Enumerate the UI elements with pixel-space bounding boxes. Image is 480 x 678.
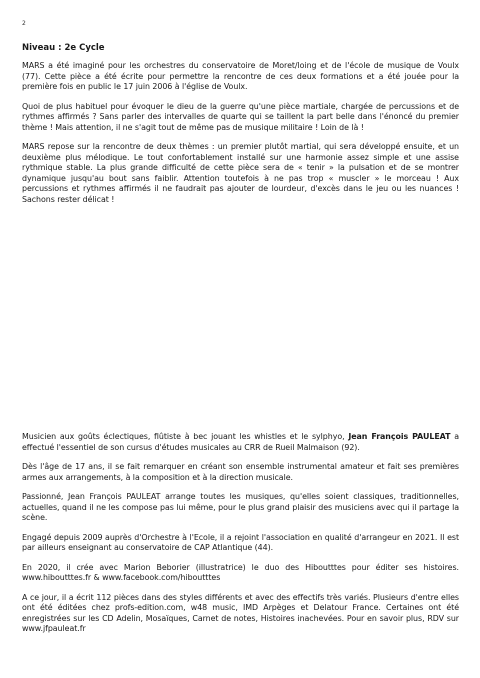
bio-paragraph: A ce jour, il a écrit 112 pièces dans des styles différents et avec des effectifs très variés. Plusieurs d'entre elles ont été éditées chez profs-edition.com, w48 music, IMD Arpèges et Delatour France. Certaines ont été enregistrées sur les CD Adelin, Mosaïques, Carnet de notes, Histoires inachevées. Pour en savoir plus, RDV sur www.jfpauleat.fr: [22, 592, 459, 633]
bio-paragraph: En 2020, il crée avec Marion Beborier (illustratrice) le duo des Hiboutttes pour éditer ses histoires. www.hiboutttes.fr & www.facebook.com/hiboutttes: [22, 562, 459, 582]
intro-paragraph: MARS a été imaginé pour les orchestres du conservatoire de Moret/loing et de l'école de musique de Voulx (77). Cette pièce a été écrite pour permettre la rencontre de ces deux formations et a été jouée pour la première fois en public le 17 juin 2006 à l'église de Voulx.: [22, 61, 459, 91]
bio-text: a effectué l'essentiel de son cursus d'études musicales au CRR de Rueil Malmaison (92).: [22, 432, 460, 452]
bio-paragraph: Dès l'âge de 17 ans, il se fait remarquer en créant son ensemble instrumental amateur et fait ses premières armes aux arrangements, à la composition et à la direction musicale.: [22, 462, 459, 482]
intro-paragraph: MARS repose sur la rencontre de deux thèmes : un premier plutôt martial, qui sera développé ensuite, et un deuxième plus mélodique. Le tout confortablement installé sur une harmonie assez simple et une assise rythmique stable. La plus grande difficulté de cette pièce sera de « tenir » la pulsation et de se montrer dynamique jusqu'au bout sans faiblir. Attention toutefois à ne pas trop « muscler » le morceau ! Aux percussions et rythmes affirmés il ne faudrait pas ajouter de lourdeur, d'excès dans le jeu ou les nuances ! Sachons rester délicat !: [22, 142, 459, 204]
bio-paragraph: Passionné, Jean François PAULEAT arrange toutes les musiques, qu'elles soient classiques, traditionnelles, actuelles, quand il ne les compose pas lui même, pour le plus grand plaisir des musiciens avec qui il partage la scène.: [22, 492, 459, 522]
page-number: 2: [22, 20, 26, 27]
bio-paragraph: Engagé depuis 2009 auprès d'Orchestre à l'Ecole, il a rejoint l'association en qualité d'arrangeur en 2021. Il est par ailleurs enseignant au conservatoire de CAP Atlantique (44).: [22, 532, 459, 552]
bio-paragraph: [22, 432, 459, 453]
intro-section: [22, 61, 459, 205]
bio-text: Musicien aux goûts éclectiques, flûtiste à bec jouant les whistles et le sylphyo,: [22, 432, 349, 441]
intro-paragraph: Quoi de plus habituel pour évoquer le dieu de la guerre qu'une pièce martiale, chargée de percussions et de rythmes affirmés ? Sans parler des intervalles de quarte qui se taillent la part belle dans l'énoncé du premier thème ! Mais attention, il ne s'agit tout de même pas de musique militaire ! Loin de là !: [22, 101, 459, 132]
biography-section: [22, 432, 459, 635]
author-name: Jean François PAULEAT: [348, 432, 451, 441]
level-heading: Niveau : 2e Cycle: [22, 43, 105, 53]
